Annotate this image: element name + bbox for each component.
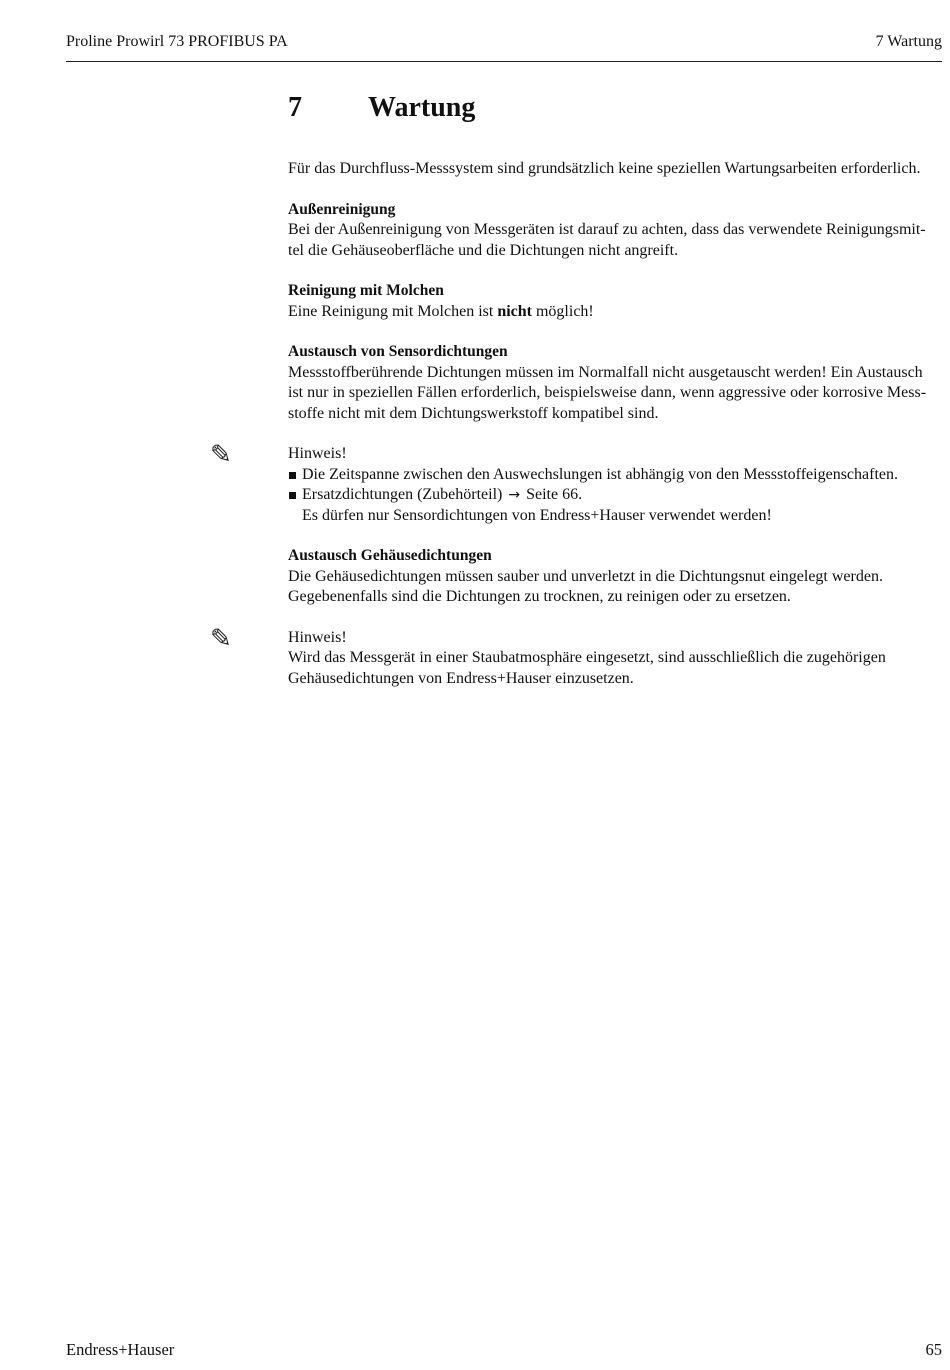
section-text-line: stoffe nicht mit dem Dichtungswerkstoff kompatibel sind. <box>288 404 659 422</box>
section-heading: Außenreinigung <box>288 200 396 218</box>
note-label: Hinweis! <box>288 445 347 462</box>
section-gehaeusedichtungen <box>288 546 942 608</box>
bullet-continuation: Es dürfen nur Sensordichtungen von Endress+Hauser verwendet werden! <box>302 506 772 524</box>
emphasis-text: nicht <box>497 302 532 320</box>
chapter-title: Wartung <box>368 92 476 123</box>
note-text-line: Gehäusedichtungen von Endress+Hauser einzusetzen. <box>288 669 634 687</box>
page-reference-link[interactable]: Seite 66. <box>526 486 583 503</box>
section-heading: Reinigung mit Molchen <box>288 282 444 299</box>
section-text-line: ist nur in speziellen Fällen erforderlich, beispielsweise dann, wenn aggressive oder korrosive Mess- <box>288 384 927 401</box>
section-text-line: Bei der Außenreinigung von Messgeräten ist darauf zu achten, dass das verwendete Reinigungsmit- <box>288 221 926 238</box>
header-document-title: Proline Prowirl 73 PROFIBUS PA <box>66 33 288 50</box>
page-number: 65 <box>925 1340 942 1359</box>
note-label: Hinweis! <box>288 628 347 646</box>
arrow-right-icon: → <box>508 487 521 503</box>
text-fragment: Ersatzdichtungen (Zubehörteil) <box>302 486 503 503</box>
section-text-line: Gegebenenfalls sind die Dichtungen zu trocknen, zu reinigen oder zu ersetzen. <box>288 588 791 605</box>
section-aussenreinigung <box>288 200 942 262</box>
chapter-number: 7 <box>288 92 302 123</box>
note-box <box>210 623 942 690</box>
section-text <box>288 302 942 323</box>
bullet-item <box>288 485 942 506</box>
section-heading: Austausch Gehäusedichtungen <box>288 547 492 564</box>
section-text-line: tel die Gehäuseoberfläche und die Dichtungen nicht angreift. <box>288 241 679 259</box>
text-fragment: möglich! <box>531 302 594 320</box>
text-fragment: Eine Reinigung mit Molchen ist <box>288 302 498 320</box>
pencil-icon: ✎ <box>210 623 232 654</box>
note-text-line: Wird das Messgerät in einer Staubatmosphäre eingesetzt, sind ausschließlich die zugehörigen <box>288 649 886 666</box>
section-sensordichtungen <box>288 342 942 424</box>
intro-text: Für das Durchfluss-Messsystem sind grundsätzlich keine speziellen Wartungsarbeiten erforderlich. <box>288 160 921 177</box>
section-text-line: Messstoffberührende Dichtungen müssen im Normalfall nicht ausgetauscht werden! Ein Austausch <box>288 363 923 381</box>
section-heading: Austausch von Sensordichtungen <box>288 343 508 360</box>
header-chapter: 7 Wartung <box>875 33 942 50</box>
note-box <box>210 440 942 526</box>
footer-brand: Endress+Hauser <box>66 1340 175 1359</box>
bullet-item: Die Zeitspanne zwischen den Auswechslungen ist abhängig von den Messstoffeigenschaften. <box>288 465 942 486</box>
intro-paragraph <box>288 159 942 180</box>
page-header <box>66 31 942 62</box>
section-text-line: Die Gehäusedichtungen müssen sauber und unverletzt in die Dichtungsnut eingelegt werden. <box>288 567 883 585</box>
page-content <box>210 159 942 709</box>
pencil-icon: ✎ <box>210 440 232 470</box>
section-molchen <box>288 281 942 322</box>
